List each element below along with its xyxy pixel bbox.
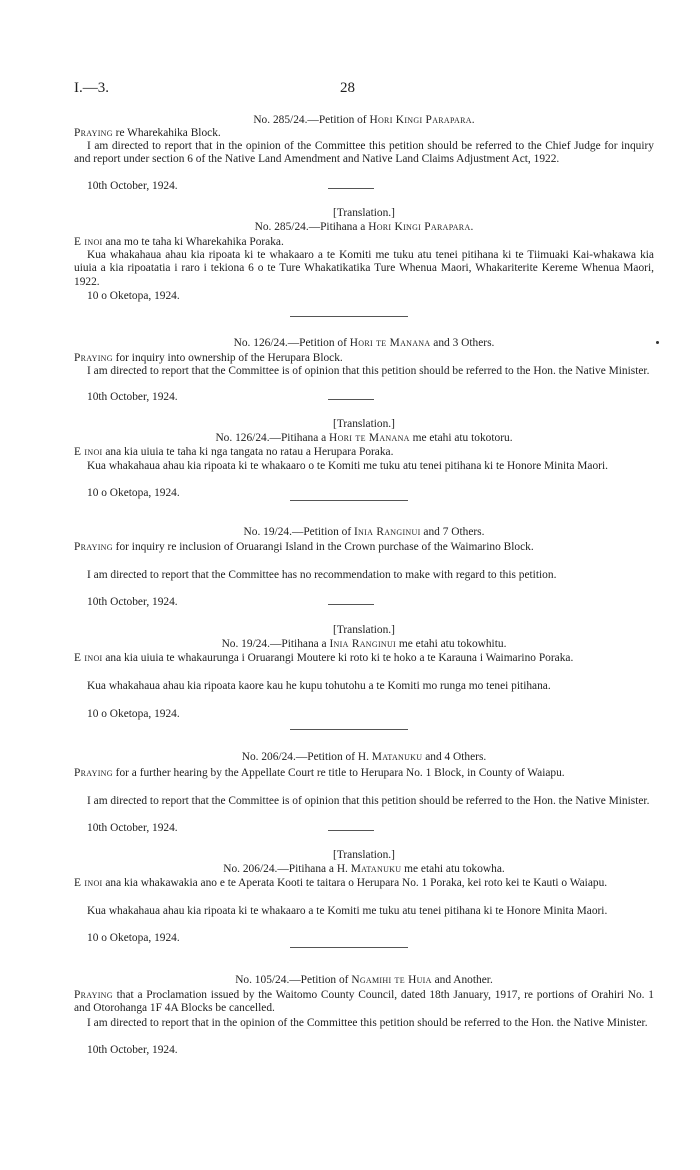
prayer-paragraph: Praying for inquiry into ownership of the Herupara Block. <box>74 352 343 364</box>
report-paragraph: I am directed to report that the Committee has no recommendation to make with regard to this petition. <box>87 569 557 581</box>
paper-series: I.—3. <box>74 80 109 96</box>
petition-heading-maori: No. 206/24.—Pitihana a H. Matanuku me etahi atu tokowha. <box>223 863 505 875</box>
report-date: 10th October, 1924. <box>87 180 178 192</box>
report-paragraph-maori: Kua whakahaua ahau kia ripoata ki te whakaaro a te Komiti me tuku atu tenei pitihana ki te Honore Minita Maori. <box>87 905 608 917</box>
page-number: 28 <box>340 80 355 96</box>
report-date-maori: 10 o Oketopa, 1924. <box>87 932 180 944</box>
report-date: 10th October, 1924. <box>87 822 178 834</box>
divider <box>328 604 374 605</box>
petition-heading: No. 105/24.—Petition of Ngamihi te Huia and Another. <box>235 974 493 986</box>
section-divider <box>290 729 408 730</box>
petition-heading: No. 19/24.—Petition of Inia Ranginui and 7 Others. <box>243 526 485 538</box>
report-paragraph: I am directed to report that the Committee is of opinion that this petition should be referred to the Hon. the Native Minister. <box>87 365 650 377</box>
report-date: 10th October, 1924. <box>87 596 178 608</box>
petition-heading: No. 206/24.—Petition of H. Matanuku and 4 Others. <box>241 751 487 763</box>
report-paragraph-maori: Kua whakahaua ahau kia ripoata ki te whakaaro a te Komiti me tuku atu tenei pitihana ki te Tiimuaki Kai-whakawa kia uiuia a kia ripoatatia i raro i tekiona 6 o te Ture Whakatikatika Ture Whenua Maori, Whakariterite Kereme Whenua Maori, 1922. <box>74 249 654 288</box>
report-date-maori: 10 o Oketopa, 1924. <box>87 708 180 720</box>
prayer-paragraph: Praying for inquiry re inclusion of Oruarangi Island in the Crown purchase of the Waimarino Block. <box>74 541 534 553</box>
prayer-paragraph-maori: E inoi ana kia uiuia te taha ki nga tangata no ratau a Herupara Poraka. <box>74 446 394 458</box>
prayer-paragraph-maori: E inoi ana kia uiuia te whakaurunga i Oruarangi Moutere ki roto ki te hoko a te Karauna i Waimarino Poraka. <box>74 652 574 664</box>
divider <box>328 399 374 400</box>
section-divider <box>290 500 408 501</box>
margin-mark <box>656 341 659 344</box>
translation-label: [Translation.] <box>333 418 395 430</box>
report-date-maori: 10 o Oketopa, 1924. <box>87 487 180 499</box>
report-date: 10th October, 1924. <box>87 1044 178 1056</box>
report-date-maori: 10 o Oketopa, 1924. <box>87 290 180 302</box>
petition-heading-maori: No. 285/24.—Pitihana a Hori Kingi Parapara. <box>254 221 474 233</box>
prayer-paragraph: Praying that a Proclamation issued by the Waitomo County Council, dated 18th January, 1917, re portions of Orahiri No. 1 and Otorohanga 1F 4A Blocks be cancelled. <box>74 989 654 1015</box>
report-paragraph: I am directed to report that the Committee is of opinion that this petition should be referred to the Hon. the Native Minister. <box>87 795 650 807</box>
prayer-paragraph-maori: E inoi ana mo te taha ki Wharekahika Poraka. <box>74 236 284 248</box>
section-divider <box>290 316 408 317</box>
petition-heading-maori: No. 126/24.—Pitihana a Hori te Manana me etahi atu tokotoru. <box>215 432 513 444</box>
report-date: 10th October, 1924. <box>87 391 178 403</box>
petition-heading: No. 126/24.—Petition of Hori te Manana and 3 Others. <box>233 337 495 349</box>
section-divider <box>290 947 408 948</box>
divider <box>328 188 374 189</box>
prayer-paragraph: Praying re Wharekahika Block. <box>74 127 221 139</box>
report-paragraph-maori: Kua whakahaua ahau kia ripoata ki te whakaaro o te Komiti me tuku atu tenei pitihana ki te Honore Minita Maori. <box>87 460 608 472</box>
translation-label: [Translation.] <box>333 207 395 219</box>
report-paragraph: I am directed to report that in the opinion of the Committee this petition should be referred to the Chief Judge for inquiry and report under section 6 of the Native Land Amendment and Native Land Claims Adjustment Act, 1922. <box>74 140 654 166</box>
prayer-paragraph: Praying for a further hearing by the Appellate Court re title to Herupara No. 1 Block, in County of Waiapu. <box>74 767 565 779</box>
translation-label: [Translation.] <box>333 624 395 636</box>
report-paragraph: I am directed to report that in the opinion of the Committee this petition should be referred to the Hon. the Native Minister. <box>87 1017 648 1029</box>
translation-label: [Translation.] <box>333 849 395 861</box>
prayer-paragraph-maori: E inoi ana kia whakawakia ano e te Aperata Kooti te taitara o Herupara No. 1 Poraka, kei roto kei te Kauti o Waiapu. <box>74 877 608 889</box>
divider <box>328 830 374 831</box>
report-paragraph-maori: Kua whakahaua ahau kia ripoata kaore kau he kupu tohutohu a te Komiti mo runga mo tenei pitihana. <box>87 680 551 692</box>
petition-heading-maori: No. 19/24.—Pitihana a Inia Ranginui me etahi atu tokowhitu. <box>221 638 507 650</box>
petition-heading: No. 285/24.—Petition of Hori Kingi Parapara. <box>253 114 475 126</box>
